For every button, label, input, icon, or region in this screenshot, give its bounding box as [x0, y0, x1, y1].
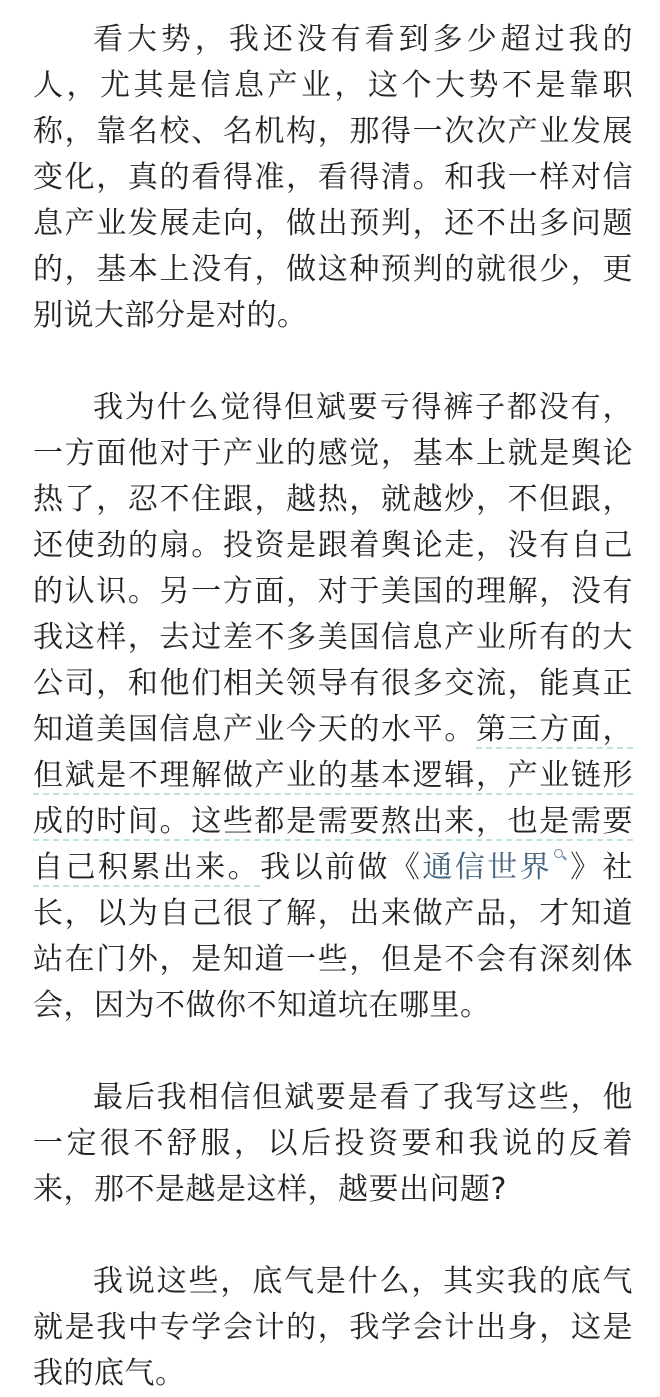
paragraph-2-text-after-link: 》社长，以为自己很了解，出来做产品，才知道站在门外，是知道一些，但是不会有深刻体会，因为不做你不知道坑在哪里。: [33, 850, 634, 1023]
search-link-tongxin-shijie[interactable]: 通信世界: [422, 850, 553, 885]
paragraph-2-text-before-link: 我以前做《: [260, 850, 423, 885]
paragraph-1: 看大势，我还没有看到多少超过我的人，尤其是信息产业，这个大势不是靠职称，靠名校、名机构，那得一次次产业发展变化，真的看得准，看得清。和我一样对信息产业发展走向，做出预判，还不出多问题的，基本上没有，做这种预判的就很少，更别说大部分是对的。: [33, 22, 633, 333]
paragraph-4: 我说这些，底气是什么，其实我的底气就是我中专学会计的，我学会计出身，这是我的底气。: [33, 1264, 633, 1391]
highlighted-sentence[interactable]: 第三方面，但斌是不理解做产业的基本逻辑，产业链形成的时间。这些都是需要熬出来，也是需要自己积累出来。: [33, 712, 634, 885]
paragraph-3: 最后我相信但斌要是看了我写这些，他一定很不舒服，以后投资要和我说的反着来，那不是越是这样，越要出问题?: [33, 1080, 633, 1207]
search-icon[interactable]: [554, 849, 566, 863]
paragraph-2-text: 我为什么觉得但斌要亏得裤子都没有，一方面他对于产业的感觉，基本上就是舆论热了，忍不住跟，越热，就越炒，不但跟，还使劲的扇。投资是跟着舆论走，没有自己的认识。另一方面，对于美国的理解，没有我这样，去过差不多美国信息产业所有的大公司，和他们相关领导有很多交流，能真正知道美国信息产业今天的水平。: [33, 390, 633, 747]
paragraph-2: [33, 385, 633, 1029]
article-body: [33, 17, 633, 1397]
